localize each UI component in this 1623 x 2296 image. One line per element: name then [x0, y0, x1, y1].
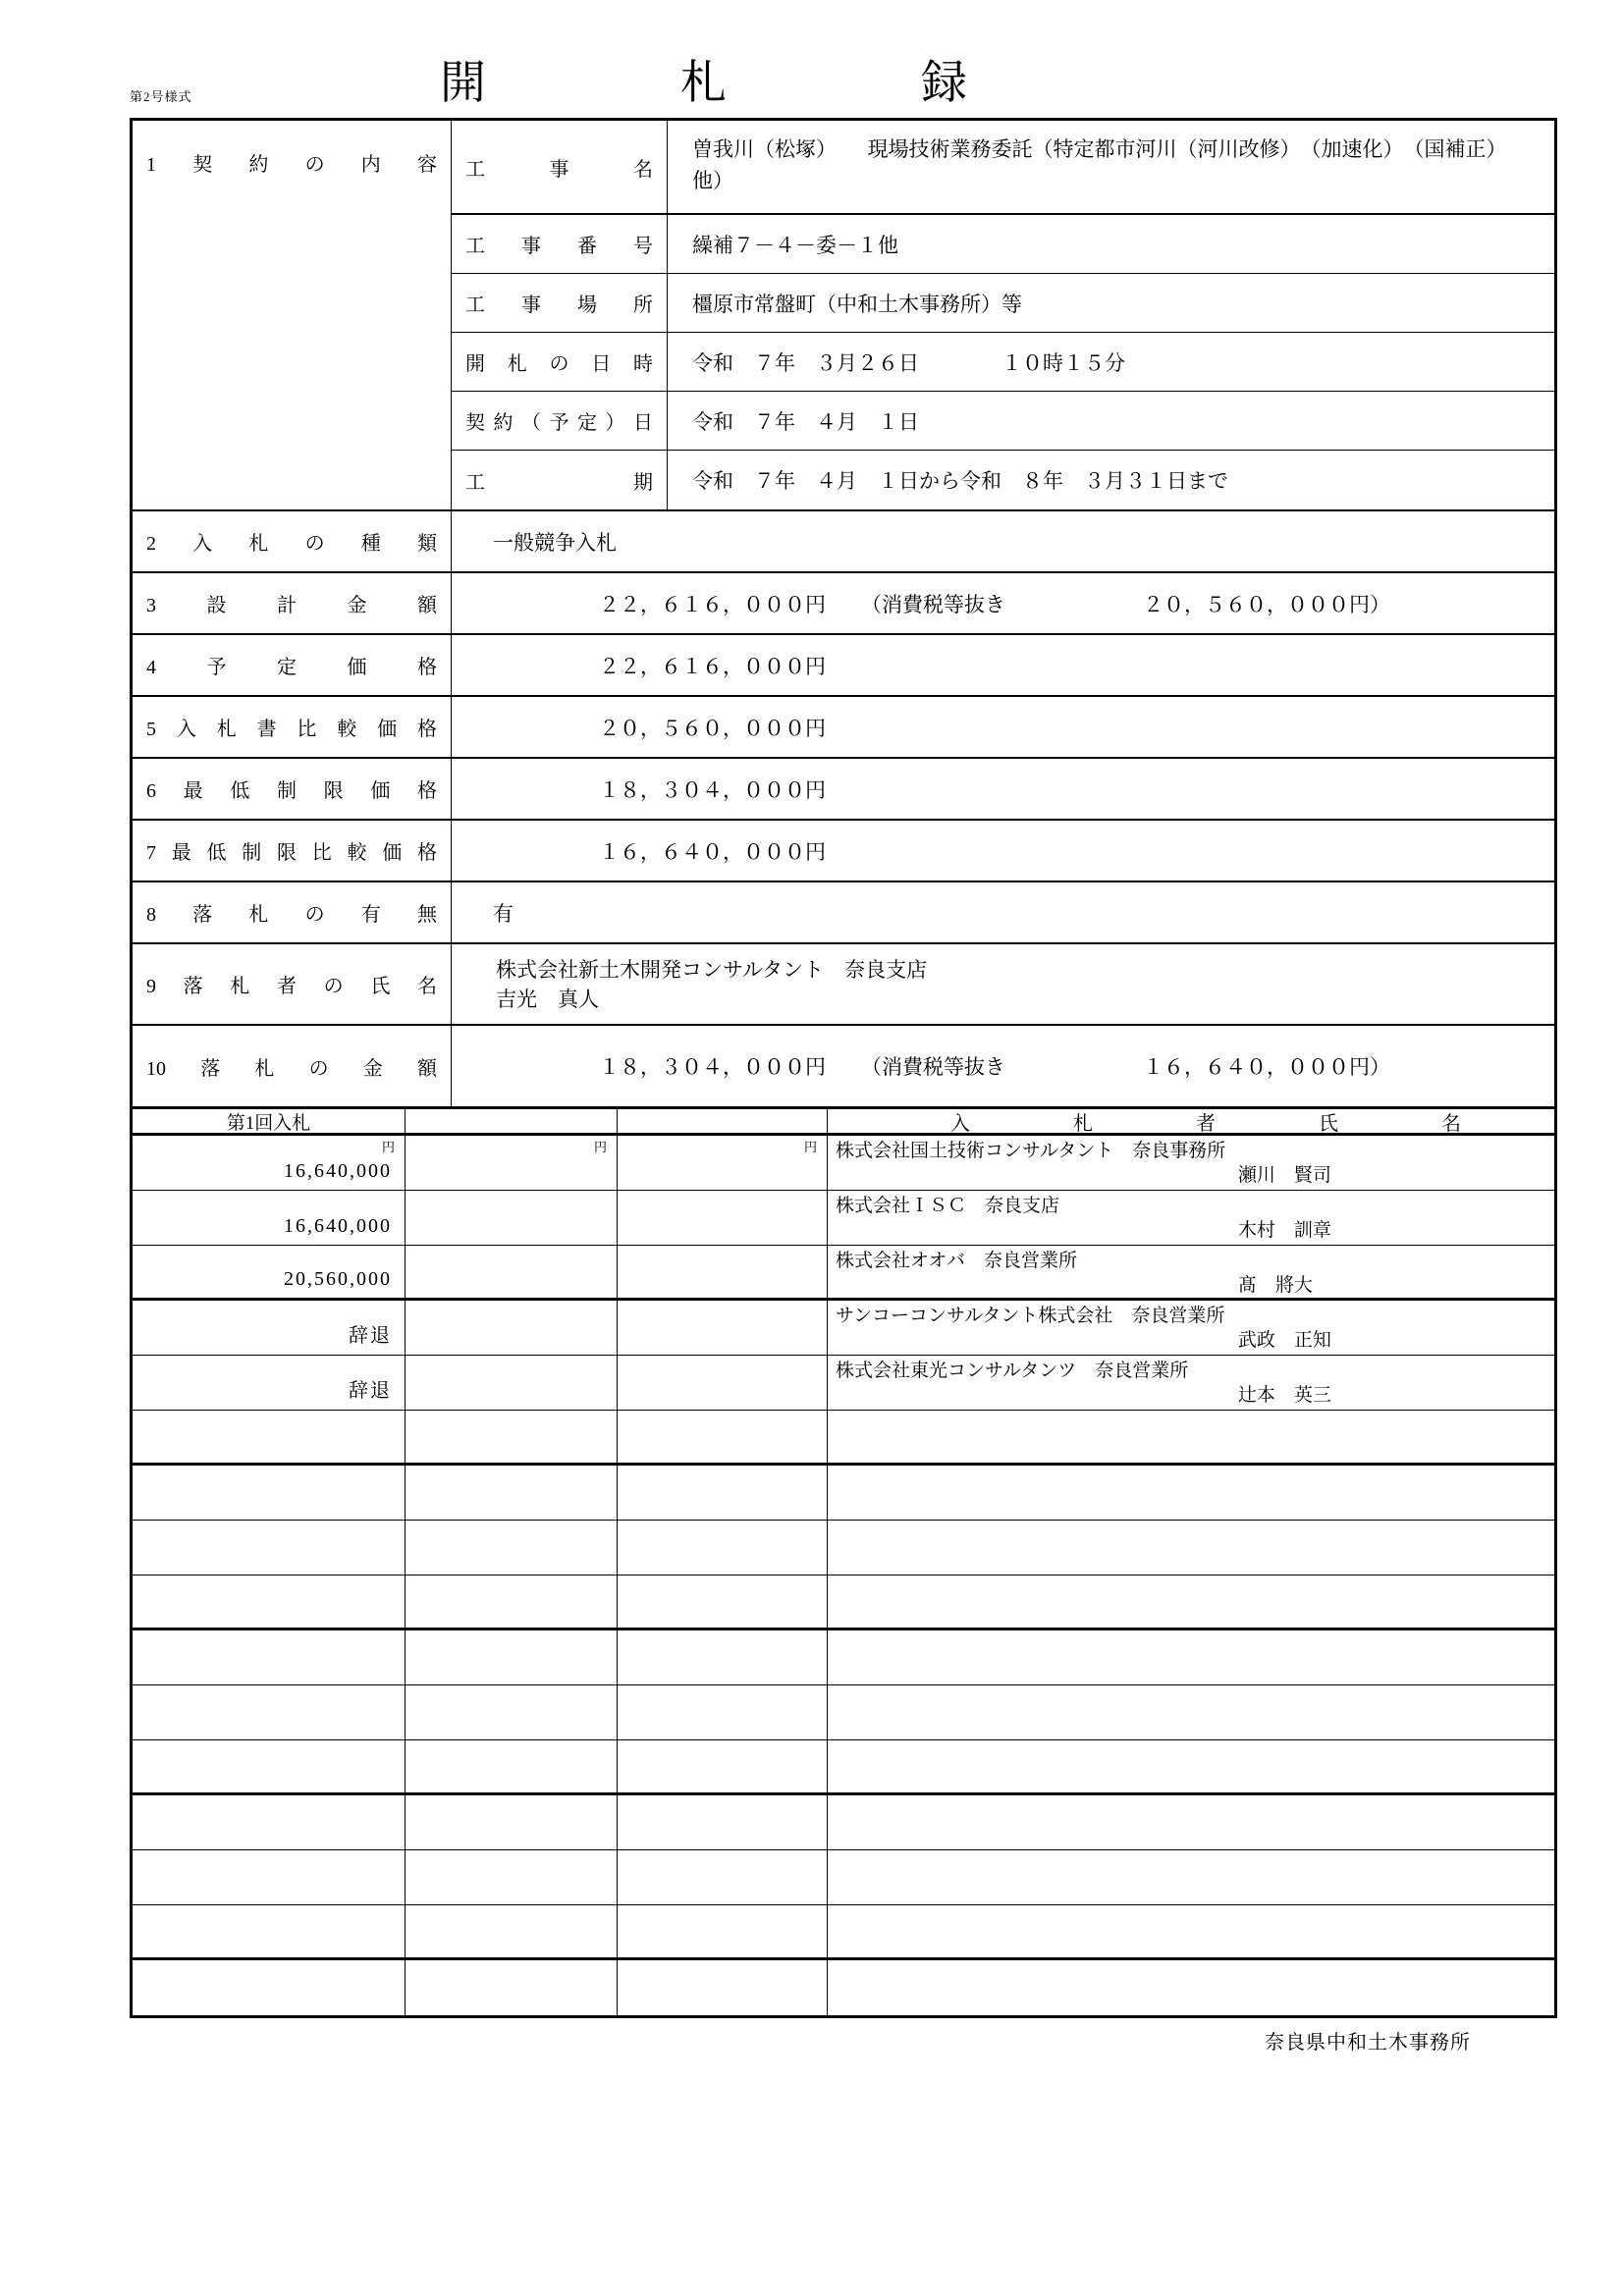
work-name-label: 工事名: [465, 158, 653, 181]
open-bid-record-table: [130, 118, 1557, 2018]
work-place-label: 工事場所: [465, 294, 653, 316]
bid-table-row: [133, 1466, 1554, 1521]
bid-round1-amount-cell: [133, 1136, 406, 1190]
bidder-person: 武政 正知: [1237, 1330, 1331, 1351]
bid-round2-amount-cell: [406, 1575, 618, 1628]
award-existence-value: 有: [493, 901, 514, 926]
bid-table-row: [133, 1905, 1554, 1960]
contract-row-work-period: [452, 451, 1554, 509]
bidder-name-cell: [828, 1411, 1554, 1463]
bid-round2-amount-cell: [406, 1795, 618, 1849]
bidder-name-cell: [828, 1740, 1554, 1792]
bid-round3-amount-cell: [618, 1411, 828, 1463]
work-period-value: 令和 ７年 ４月 １日から令和 ８年 ３月３１日まで: [692, 469, 1228, 493]
bid-round1-amount-cell: [133, 1466, 406, 1520]
bid-table-row: [133, 1246, 1554, 1301]
planned-price-value: ２２，６１６，０００円: [599, 654, 826, 678]
bid-round1-amount-cell: [133, 1740, 406, 1792]
bid-round1-amount-cell: [133, 1685, 406, 1739]
bid-round1-amount-cell: [133, 1630, 406, 1684]
bidder-person: 髙 將大: [1237, 1275, 1313, 1296]
contract-row-contract-date: [452, 392, 1554, 451]
work-period-label: 工期: [465, 471, 653, 494]
bidder-company: 株式会社国土技術コンサルタント 奈良事務所: [836, 1141, 1226, 1161]
bid-table-row: [133, 1191, 1554, 1246]
bid-comparison-price-value: ２０，５６０，０００円: [599, 716, 826, 740]
bid-round3-amount-cell: [618, 1685, 828, 1739]
contract-section-label: 1契約の内容: [146, 154, 437, 176]
contract-row-work-place: [452, 274, 1554, 333]
bid-round2-amount-cell: [406, 1960, 618, 2015]
bid-round2-amount-cell: [406, 1136, 618, 1190]
bidder-name-cell: [828, 1850, 1554, 1904]
bidder-name-cell: [828, 1575, 1554, 1628]
bid-round3-amount-cell: [618, 1136, 828, 1190]
bid-round2-amount-cell: [406, 1301, 618, 1355]
bid-table-row: [133, 1411, 1554, 1466]
bidder-name-cell: [828, 1246, 1554, 1298]
bid-round2-amount-cell: [406, 1356, 618, 1410]
minimum-price-label: 6最低制限価格: [146, 780, 437, 802]
bid-table-row: [133, 1575, 1554, 1630]
award-amount-tax-value: １６，６４０，０００円）: [1143, 1055, 1390, 1079]
bidder-name-cell: [828, 1136, 1554, 1190]
bid-table-row: [133, 1301, 1554, 1356]
section-bid-type: [133, 511, 1554, 573]
bid-round1-amount-cell: [133, 1521, 406, 1575]
bid-round3-amount-cell: [618, 1850, 828, 1904]
bid-round1-amount-cell: [133, 1795, 406, 1849]
bid-round1-amount-cell: [133, 1960, 406, 2015]
bidder-person: 瀬川 賢司: [1237, 1165, 1331, 1186]
bid-table-row: [133, 1960, 1554, 2015]
contract-date-label: 契約（予定）日: [465, 412, 653, 434]
bid-comparison-price-label: 5入札書比較価格: [146, 719, 437, 740]
bid-table-row: [133, 1356, 1554, 1411]
bidder-name-cell: [828, 1301, 1554, 1355]
bid-round1-header: 第1回入札: [133, 1109, 406, 1133]
bid-round3-amount-cell: [618, 1246, 828, 1298]
bid-round3-header: [618, 1109, 828, 1133]
bid-round1-amount-cell: [133, 1246, 406, 1298]
bid-type-value: 一般競争入札: [493, 530, 617, 555]
contract-row-opening-datetime: [452, 333, 1554, 392]
minimum-comparison-price-value: １６，６４０，０００円: [599, 839, 826, 864]
bid-round2-amount-cell: [406, 1466, 618, 1520]
yen-unit-label: 円: [381, 1140, 395, 1154]
bidder-person: 木村 訓章: [1237, 1220, 1331, 1241]
work-number-label: 工事番号: [465, 236, 653, 257]
bidder-name-cell: [828, 1356, 1554, 1410]
bid-amount: 辞退: [349, 1325, 392, 1347]
bidder-name-cell: [828, 1630, 1554, 1684]
bid-round2-amount-cell: [406, 1905, 618, 1957]
winner-name-label: 9落札者の氏名: [146, 976, 437, 997]
bid-table-row: [133, 1850, 1554, 1905]
bid-round3-amount-cell: [618, 1466, 828, 1520]
bid-round3-amount-cell: [618, 1795, 828, 1849]
bidder-name-header: 入札者氏名: [950, 1112, 1461, 1135]
bid-round2-amount-cell: [406, 1246, 618, 1298]
section-planned-price: [133, 635, 1554, 697]
bid-round1-amount-cell: [133, 1905, 406, 1957]
section-design-amount: [133, 573, 1554, 635]
bid-amount: 16,640,000: [284, 1160, 392, 1182]
contract-row-work-number: [452, 215, 1554, 274]
bidder-name-cell: [828, 1466, 1554, 1520]
bidder-person: 辻本 英三: [1237, 1385, 1331, 1406]
contract-rows: [452, 121, 1554, 509]
minimum-price-value: １８，３０４，０００円: [599, 777, 826, 802]
award-amount-value: １８，３０４，０００円: [599, 1055, 826, 1079]
bidder-name-cell: [828, 1191, 1554, 1245]
bidder-company: サンコーコンサルタント株式会社 奈良営業所: [836, 1306, 1225, 1326]
bid-round2-amount-cell: [406, 1630, 618, 1684]
bid-round3-amount-cell: [618, 1521, 828, 1575]
section-bid-comparison-price: [133, 697, 1554, 759]
bid-round2-amount-cell: [406, 1191, 618, 1245]
page-title: 開札録: [440, 58, 1162, 109]
award-amount-tax-label: （消費税等抜き: [861, 1055, 1005, 1079]
bid-table-row: [133, 1521, 1554, 1575]
bid-round3-amount-cell: [618, 1630, 828, 1684]
bidder-name-cell: [828, 1905, 1554, 1957]
bid-round2-amount-cell: [406, 1521, 618, 1575]
bid-round3-amount-cell: [618, 1301, 828, 1355]
bidder-name-cell: [828, 1795, 1554, 1849]
contract-date-value: 令和 ７年 ４月 １日: [692, 409, 919, 434]
issuing-office: 奈良県中和土木事務所: [1265, 2032, 1471, 2054]
award-existence-label: 8落札の有無: [146, 904, 437, 926]
bidder-name-cell: [828, 1685, 1554, 1739]
bid-table-row: [133, 1795, 1554, 1850]
bid-round2-amount-cell: [406, 1850, 618, 1904]
section-award-amount: [133, 1026, 1554, 1106]
design-amount-label: 3設計金額: [146, 595, 437, 616]
section-award-existence: [133, 882, 1554, 944]
bid-round1-amount-cell: [133, 1356, 406, 1410]
bid-round1-amount-cell: [133, 1301, 406, 1355]
bid-type-label: 2入札の種類: [146, 533, 437, 555]
bid-table-row: [133, 1630, 1554, 1685]
work-name-value: 曽我川（松塚） 現場技術業務委託（特定都市河川（河川改修） （加速化） （国補正）他）: [692, 137, 1507, 192]
minimum-comparison-price-label: 7最低制限比較価格: [146, 842, 437, 864]
bid-table-body: [133, 1136, 1554, 2015]
opening-datetime-value: 令和 ７年 ３月２６日 １０時１５分: [692, 350, 1125, 375]
bid-round1-amount-cell: [133, 1191, 406, 1245]
section-winner-name: [133, 944, 1554, 1026]
bid-table-row: [133, 1136, 1554, 1191]
bidder-name-cell: [828, 1960, 1554, 2015]
design-amount-tax-label: （消費税等抜き: [861, 592, 1005, 616]
bid-round2-header: [406, 1109, 618, 1133]
bid-round1-amount-cell: [133, 1850, 406, 1904]
bid-round1-amount-cell: [133, 1575, 406, 1628]
bid-round3-amount-cell: [618, 1960, 828, 2015]
design-amount-value: ２２，６１６，０００円: [599, 592, 826, 616]
bidder-company: 株式会社ＩＳＣ 奈良支店: [836, 1196, 1060, 1216]
bid-round1-amount-cell: [133, 1411, 406, 1463]
planned-price-label: 4予定価格: [146, 657, 437, 678]
design-amount-tax-value: ２０，５６０，０００円）: [1143, 592, 1390, 616]
bid-amount: 20,560,000: [284, 1268, 392, 1290]
opening-datetime-label: 開札の日時: [465, 353, 653, 375]
bid-table-header: [133, 1106, 1554, 1136]
bid-round2-amount-cell: [406, 1685, 618, 1739]
bid-amount: 辞退: [349, 1380, 392, 1402]
winner-person: 吉光 真人: [496, 987, 599, 1011]
contract-row-work-name: [452, 121, 1554, 215]
bid-round3-amount-cell: [618, 1356, 828, 1410]
bid-round2-amount-cell: [406, 1411, 618, 1463]
bid-round3-amount-cell: [618, 1575, 828, 1628]
bidder-company: 株式会社東光コンサルタンツ 奈良営業所: [836, 1361, 1189, 1381]
section-minimum-comparison-price: [133, 821, 1554, 882]
form-number-label: 第2号様式: [130, 89, 192, 104]
bid-amount: 16,640,000: [284, 1215, 392, 1237]
bid-round3-amount-cell: [618, 1191, 828, 1245]
yen-unit-label: 円: [593, 1140, 607, 1154]
bid-table-row: [133, 1740, 1554, 1795]
work-number-value: 繰補７－４－委－１他: [692, 233, 898, 257]
contract-section: [133, 121, 1554, 511]
yen-unit-label: 円: [803, 1140, 817, 1154]
bidder-name-cell: [828, 1521, 1554, 1575]
section-minimum-price: [133, 759, 1554, 821]
contract-section-label-cell: [133, 121, 452, 509]
bidder-company: 株式会社オオバ 奈良営業所: [836, 1251, 1078, 1271]
bid-round2-amount-cell: [406, 1740, 618, 1792]
bid-round3-amount-cell: [618, 1740, 828, 1792]
winner-company: 株式会社新土木開発コンサルタント 奈良支店: [496, 957, 928, 982]
award-amount-label: 10落札の金額: [146, 1057, 437, 1080]
bid-table-row: [133, 1685, 1554, 1740]
work-place-value: 橿原市常盤町（中和土木事務所）等: [692, 292, 1022, 316]
bid-round3-amount-cell: [618, 1905, 828, 1957]
